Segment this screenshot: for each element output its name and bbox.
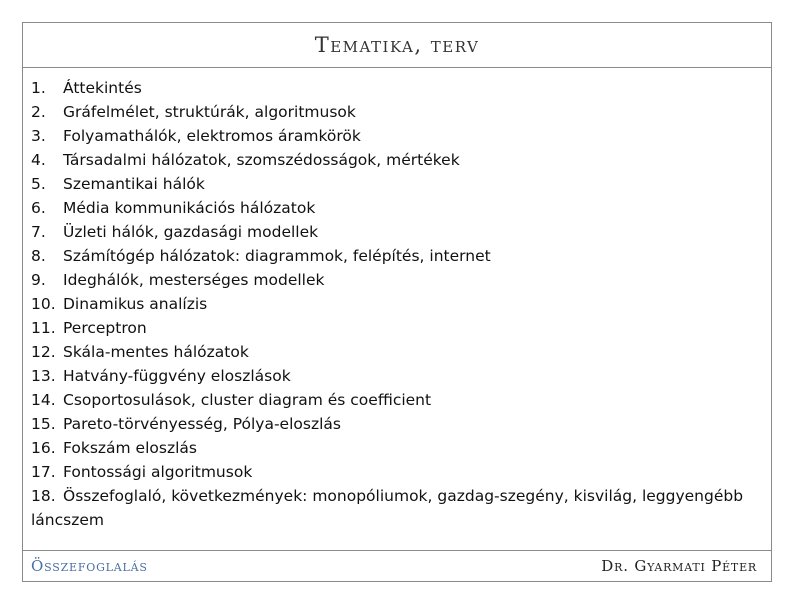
list-item-number: 16. <box>31 439 56 457</box>
list-item <box>31 76 763 100</box>
list-item-number: 5. <box>31 175 46 193</box>
list-item-number: 3. <box>31 127 46 145</box>
list-item-number: 10. <box>31 295 56 313</box>
list-item-number: 12. <box>31 343 56 361</box>
list-item-number: 8. <box>31 247 46 265</box>
list-item-number: 11. <box>31 319 56 337</box>
list-item-text: Pareto-törvényesség, Pólya-eloszlás <box>63 415 341 433</box>
list-item <box>31 244 763 268</box>
list-item-number: 9. <box>31 271 46 289</box>
topic-list <box>31 76 763 532</box>
list-item-number: 4. <box>31 151 46 169</box>
list-item <box>31 340 763 364</box>
list-item-text: Dinamikus analízis <box>63 295 208 313</box>
list-item-number: 13. <box>31 367 56 385</box>
list-item <box>31 364 763 388</box>
list-item-number: 1. <box>31 79 46 97</box>
list-item-number: 15. <box>31 415 56 433</box>
slide-frame <box>22 22 772 582</box>
list-item <box>31 172 763 196</box>
list-item <box>31 196 763 220</box>
list-item <box>31 484 763 532</box>
list-item-number: 2. <box>31 103 46 121</box>
list-item-text: Média kommunikációs hálózatok <box>63 199 316 217</box>
list-item <box>31 436 763 460</box>
footer-bar <box>23 550 771 581</box>
list-item <box>31 124 763 148</box>
list-item <box>31 268 763 292</box>
list-item-text: Folyamathálók, elektromos áramkörök <box>63 127 361 145</box>
list-item-text: Szemantikai hálók <box>63 175 205 193</box>
list-item <box>31 388 763 412</box>
list-item-text: Üzleti hálók, gazdasági modellek <box>63 223 319 241</box>
list-item-text: Társadalmi hálózatok, szomszédosságok, mértékek <box>63 151 460 169</box>
list-item-number: 14. <box>31 391 56 409</box>
list-item-number: 18. <box>31 487 56 505</box>
list-item-text: Skála-mentes hálózatok <box>63 343 249 361</box>
list-item-text: Gráfelmélet, struktúrák, algoritmusok <box>63 103 356 121</box>
list-item <box>31 148 763 172</box>
list-item-text: Csoportosulások, cluster diagram és coefficient <box>63 391 432 409</box>
list-item <box>31 292 763 316</box>
list-item-text: Fontossági algoritmusok <box>63 463 253 481</box>
list-item <box>31 100 763 124</box>
list-item <box>31 412 763 436</box>
list-item-text: Számítógép hálózatok: diagrammok, felépítés, internet <box>63 247 491 265</box>
list-item-text: Áttekintés <box>63 79 142 97</box>
list-item-number: 7. <box>31 223 46 241</box>
list-item-number: 6. <box>31 199 46 217</box>
title-bar <box>23 23 771 68</box>
list-item-text: Hatvány-függvény eloszlások <box>63 367 291 385</box>
list-item-text: Ideghálók, mesterséges modellek <box>63 271 325 289</box>
list-item-text: Fokszám eloszlás <box>63 439 197 457</box>
list-item <box>31 220 763 244</box>
topic-list-area <box>23 68 771 552</box>
list-item <box>31 316 763 340</box>
list-item-number: 17. <box>31 463 56 481</box>
list-item-text: Perceptron <box>63 319 147 337</box>
list-item <box>31 460 763 484</box>
footer-author: Dr. Gyarmati Péter <box>601 557 757 575</box>
page-title: Tematika, terv <box>314 33 480 57</box>
footer-section-label: Összefoglalás <box>31 557 148 575</box>
list-item-text: Összefoglaló, következmények: monopóliumok, gazdag-szegény, kisvilág, leggyengébb láncszem <box>31 487 744 529</box>
